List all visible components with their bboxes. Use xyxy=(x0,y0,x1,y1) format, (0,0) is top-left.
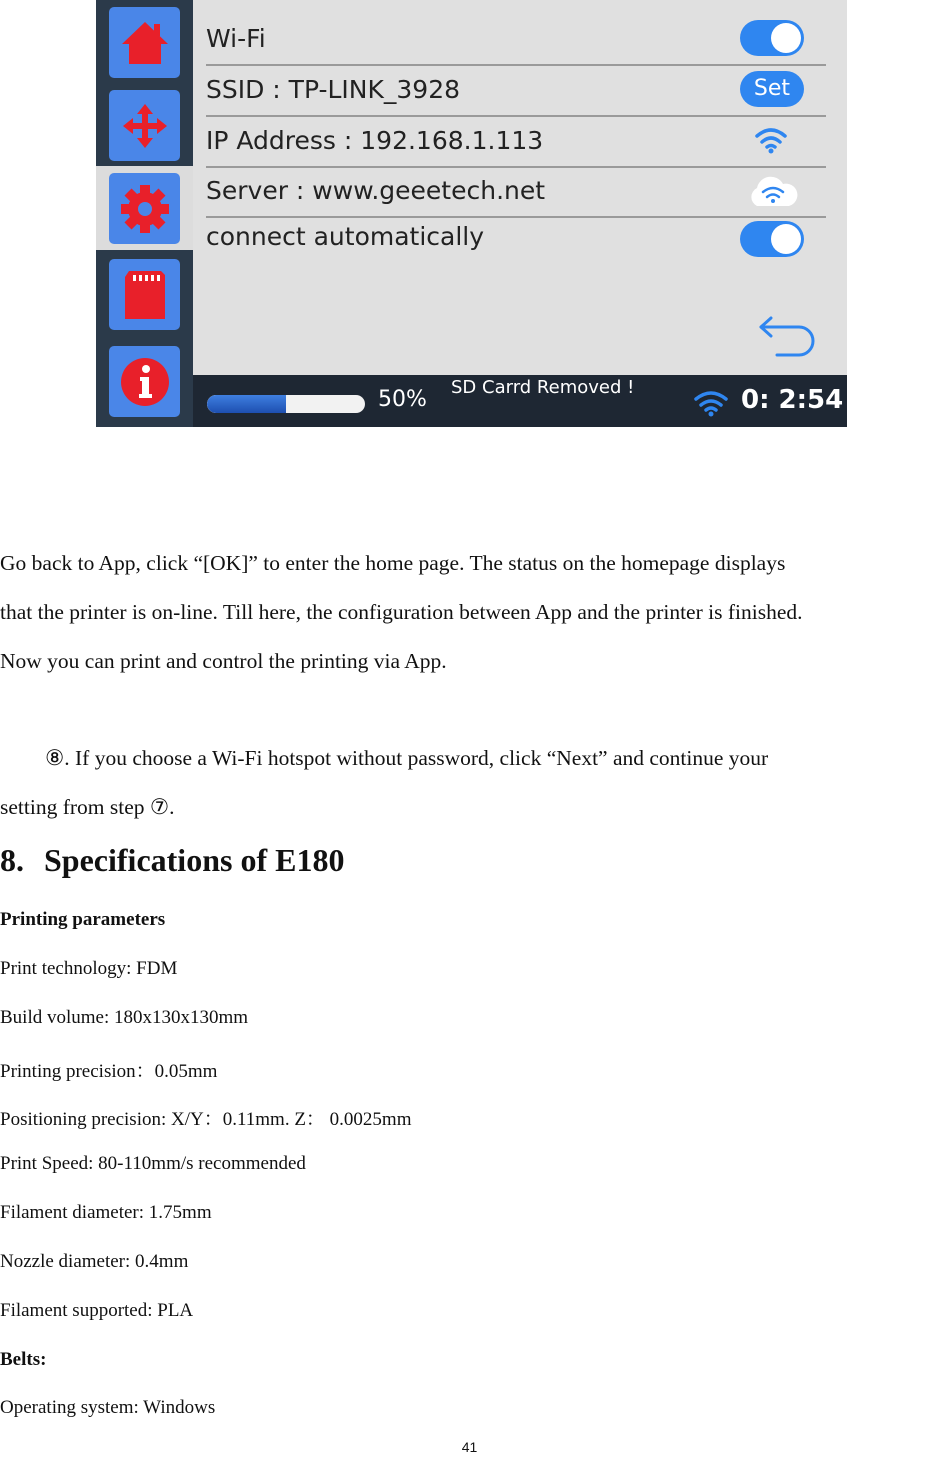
gear-icon xyxy=(119,183,171,235)
auto-connect-toggle[interactable] xyxy=(740,221,804,257)
ssid-label: SSID : TP-LINK_3928 xyxy=(206,75,461,104)
cloud-wifi-icon xyxy=(745,174,801,208)
ip-address-label: IP Address : 192.168.1.113 xyxy=(206,126,544,155)
section-heading xyxy=(0,842,344,879)
auto-connect-label: connect automatically xyxy=(206,222,485,251)
status-bar xyxy=(193,375,847,427)
back-arrow-icon[interactable] xyxy=(757,315,815,359)
spec-nozzle-diameter: Nozzle diameter: 0.4mm xyxy=(0,1251,189,1272)
printer-screen-figure xyxy=(96,0,847,427)
spec-positioning-precision: Positioning precision: X/Y：0.11mm. Z： 0.0025mm xyxy=(0,1109,412,1130)
spec-build-volume: Build volume: 180x130x130mm xyxy=(0,1007,249,1028)
spec-operating-system: Operating system: Windows xyxy=(0,1397,216,1418)
progress-percent: 50% xyxy=(378,387,427,412)
auto-connect-row xyxy=(206,212,826,262)
sd-card-icon xyxy=(123,269,167,321)
set-button[interactable]: Set xyxy=(740,71,804,107)
info-button[interactable] xyxy=(109,346,180,417)
wifi-label: Wi-Fi xyxy=(206,24,266,53)
wifi-row xyxy=(206,14,826,66)
section-title: Specifications of E180 xyxy=(44,842,345,878)
wifi-signal-icon xyxy=(754,126,788,154)
wifi-settings-panel xyxy=(193,0,847,375)
spec-printing-parameters-heading: Printing parameters xyxy=(0,909,166,930)
info-icon xyxy=(119,356,171,408)
spec-filament-supported: Filament supported: PLA xyxy=(0,1300,194,1321)
paragraph-app-homepage xyxy=(0,539,939,686)
home-button[interactable] xyxy=(109,7,180,78)
spec-belts: Belts: xyxy=(0,1349,47,1370)
spec-printing-precision: Printing precision：0.05mm xyxy=(0,1061,218,1082)
move-arrows-icon xyxy=(120,101,170,151)
spec-filament-diameter: Filament diameter: 1.75mm xyxy=(0,1202,212,1223)
server-label: Server : www.geeetech.net xyxy=(206,176,546,205)
para1-line3: Now you can print and control the printing via App. xyxy=(0,649,447,673)
para2-line2: setting from step ⑦. xyxy=(0,795,175,819)
para2-line1: ⑧. If you choose a Wi-Fi hotspot without password, click “Next” and continue your xyxy=(45,746,769,770)
page-number: 41 xyxy=(461,1439,478,1455)
move-button[interactable] xyxy=(109,90,180,161)
home-icon xyxy=(120,18,170,68)
spec-print-speed: Print Speed: 80-110mm/s recommended xyxy=(0,1153,306,1174)
status-message: SD Carrd Removed ! xyxy=(451,377,635,398)
spec-print-technology: Print technology: FDM xyxy=(0,958,178,979)
wifi-status-icon xyxy=(693,389,729,417)
server-row xyxy=(206,166,826,218)
settings-button[interactable] xyxy=(109,173,180,244)
print-progress-fill xyxy=(207,395,286,413)
sd-card-button[interactable] xyxy=(109,259,180,330)
paragraph-no-password xyxy=(0,734,939,832)
print-time: 0: 2:54 xyxy=(741,385,844,415)
para1-line2: that the printer is on-line. Till here, the configuration between App and the printer is finished. xyxy=(0,600,803,624)
ssid-row xyxy=(206,65,826,117)
para1-line1: Go back to App, click “[OK]” to enter the home page. The status on the homepage displays xyxy=(0,551,786,575)
printer-sidebar xyxy=(96,0,193,427)
ip-row xyxy=(206,116,826,168)
print-progress-bar xyxy=(207,395,365,413)
wifi-toggle[interactable] xyxy=(740,20,804,56)
section-number: 8. xyxy=(0,842,24,878)
